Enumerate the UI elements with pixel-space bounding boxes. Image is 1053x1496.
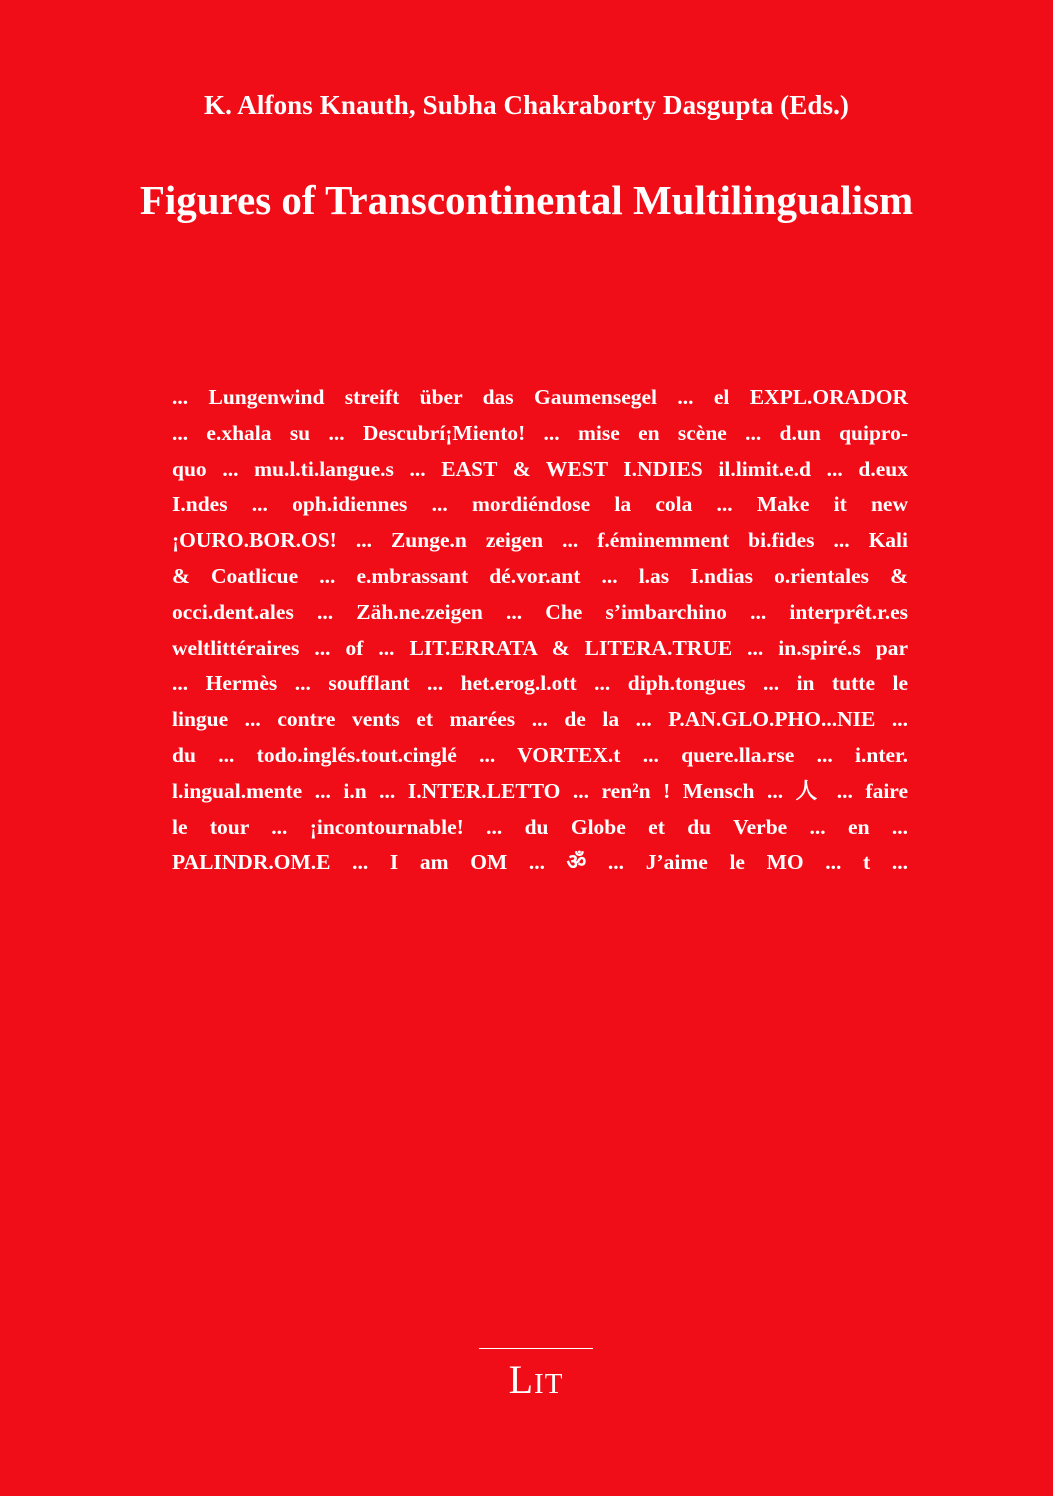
blurb-line: weltlittéraires ... of ... LIT.ERRATA & LITERA.TRUE ... in.spiré.s par xyxy=(172,635,908,660)
publisher-logo-rest: IT xyxy=(534,1368,564,1400)
blurb-line: & Coatlicue ... e.mbrassant dé.vor.ant ... l.as I.ndias o.rientales & xyxy=(172,563,908,588)
blurb-line: ... Lungenwind streift über das Gaumensegel ... el EXPL.ORADOR xyxy=(172,385,908,409)
book-title: Figures of Transcontinental Multilingualism xyxy=(139,177,914,223)
blurb-text xyxy=(172,380,908,881)
publisher-logo xyxy=(479,1356,593,1403)
blurb-line: PALINDR.OM.E ... I am OM ... ॐ ... J’aime le MO ... t ... xyxy=(172,850,908,875)
blurb-line: I.ndes ... oph.idiennes ... mordiéndose la cola ... Make it new xyxy=(172,492,908,517)
blurb-line: ... Hermès ... soufflant ... het.erog.l.ott ... diph.tongues ... in tutte le xyxy=(172,671,908,696)
blurb-line: quo ... mu.l.ti.langue.s ... EAST & WEST I.NDIES il.limit.e.d ... d.eux xyxy=(172,456,908,481)
blurb-line: du ... todo.inglés.tout.cinglé ... VORTEX.t ... quere.lla.rse ... i.nter. xyxy=(172,742,908,767)
editors-line: K. Alfons Knauth, Subha Chakraborty Dasgupta (Eds.) xyxy=(203,90,850,120)
publisher-rule xyxy=(479,1348,593,1349)
blurb-line: occi.dent.ales ... Zäh.ne.zeigen ... Che s’imbarchino ... interprêt.r.es xyxy=(172,599,908,624)
blurb-line: le tour ... ¡incontournable! ... du Globe et du Verbe ... en ... xyxy=(172,814,908,839)
blurb-line: lingue ... contre vents et marées ... de la ... P.AN.GLO.PHO...NIE ... xyxy=(172,707,908,732)
publisher-logo-initial: L xyxy=(508,1357,535,1402)
blurb-line: ¡OURO.BOR.OS! ... Zunge.n zeigen ... f.éminemment bi.fides ... Kali xyxy=(172,528,908,553)
blurb-line: l.ingual.mente ... i.n ... I.NTER.LETTO ... ren²n ! Mensch ... 人 ... faire xyxy=(172,778,908,803)
blurb-line: ... e.xhala su ... Descubrí¡Miento! ... mise en scène ... d.un quipro- xyxy=(172,420,908,445)
